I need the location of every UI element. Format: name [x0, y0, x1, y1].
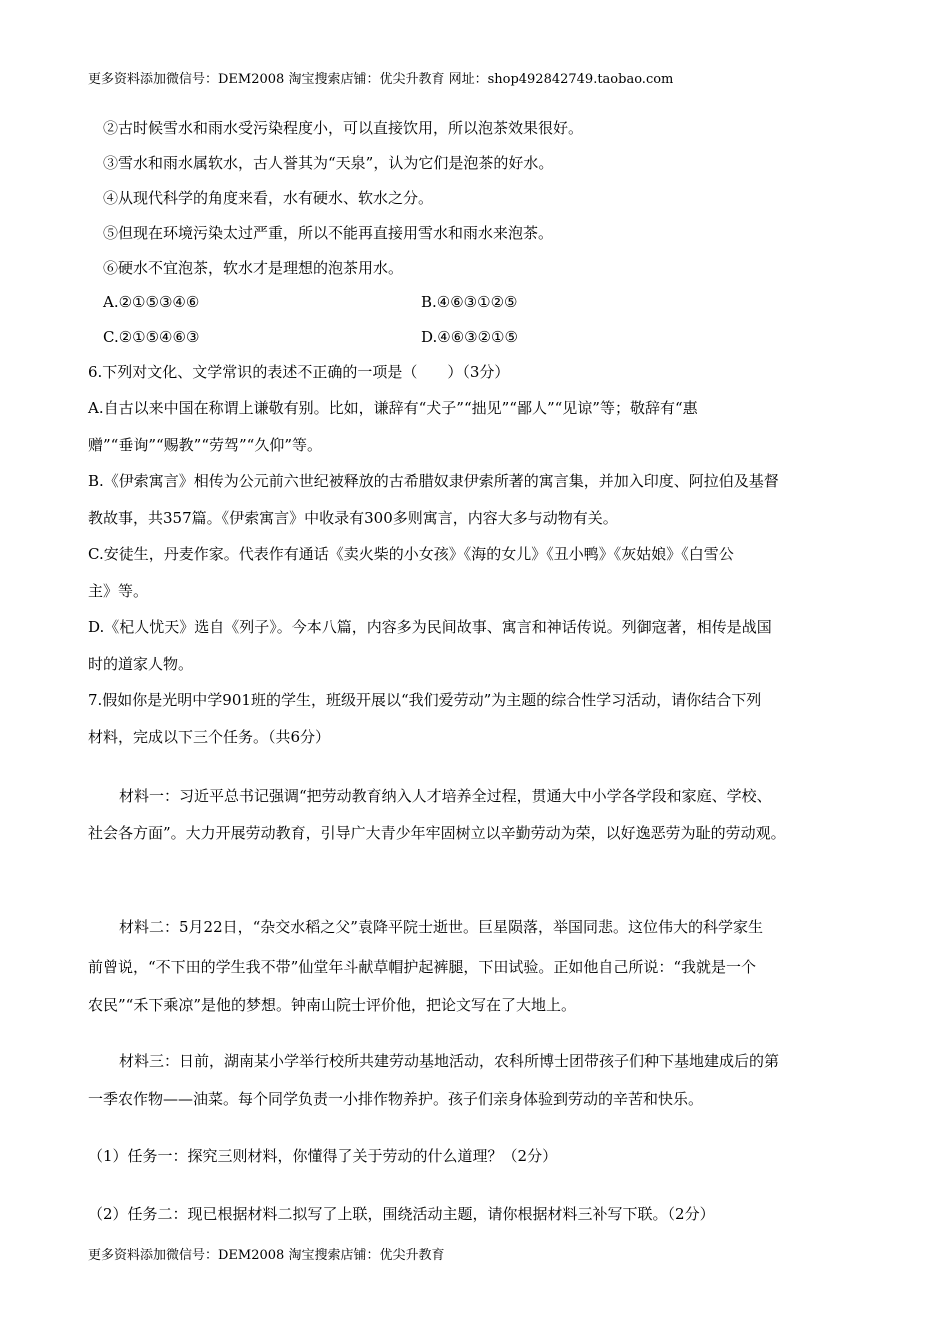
q5-item-3: ③雪水和雨水属软水，古人誉其为“天泉”，认为它们是泡茶的好水。	[103, 154, 554, 172]
q6-option-c-line1: C.安徒生，丹麦作家。代表作有通话《卖火柴的小女孩》《海的女儿》《丑小鸭》《灰姑娘》《白雪公	[88, 545, 734, 563]
page-header: 更多资料添加微信号：DEM2008 淘宝搜索店铺：优尖升教育 网址：shop492842749.taobao.com	[88, 72, 674, 87]
material-2-line2: 前曾说，“不下田的学生我不带”仙堂年斗献草帽护起裤腿，下田试验。正如他自己所说：“我就是一个	[88, 958, 757, 976]
q5-option-d: D.④⑥③②①⑤	[421, 328, 518, 346]
q6-option-b-line1: B.《伊索寓言》相传为公元前六世纪被释放的古希腊奴隶伊索所著的寓言集，并加入印度、阿拉伯及基督	[88, 472, 779, 490]
q5-item-4: ④从现代科学的角度来看，水有硬水、软水之分。	[103, 189, 434, 207]
q5-option-c: C.②①⑤④⑥③	[103, 328, 200, 346]
material-1-line2: 社会各方面”。大力开展劳动教育，引导广大青少年牢固树立以辛勤劳动为荣，以好逸恶劳为耻的劳动观。	[88, 824, 786, 842]
q6-option-a-line2: 赠”“垂询”“赐教”“劳驾”“久仰”等。	[88, 436, 323, 454]
q6-option-c-line2: 主》等。	[88, 582, 149, 600]
q5-item-5: ⑤但现在环境污染太过严重，所以不能再直接用雪水和雨水来泡茶。	[103, 224, 554, 242]
q5-item-2: ②古时候雪水和雨水受污染程度小，可以直接饮用，所以泡茶效果很好。	[103, 119, 584, 137]
material-2-line3: 农民”“禾下乘凉”是他的梦想。钟南山院士评价他，把论文写在了大地上。	[88, 996, 577, 1014]
task-1: （1）任务一：探究三则材料，你懂得了关于劳动的什么道理？（2分）	[88, 1147, 558, 1165]
q6-option-d-line2: 时的道家人物。	[88, 655, 194, 673]
q7-stem-line1: 7.假如你是光明中学901班的学生，班级开展以“我们爱劳动”为主题的综合性学习活动，请你结合下列	[88, 691, 762, 709]
page-footer: 更多资料添加微信号：DEM2008 淘宝搜索店铺：优尖升教育	[88, 1248, 445, 1263]
q6-option-b-line2: 教故事，共357篇。《伊索寓言》中收录有300多则寓言，内容大多与动物有关。	[88, 509, 618, 527]
q6-option-d-line1: D.《杞人忧天》选自《列子》。今本八篇，内容多为民间故事、寓言和神话传说。列御寇著，相传是战国	[88, 618, 772, 636]
q6-stem: 6.下列对文化、文学常识的表述不正确的一项是（ ）（3分）	[88, 363, 510, 381]
q6-option-a-line1: A.自古以来中国在称谓上谦敬有别。比如，谦辞有“犬子”“拙见”“鄙人”“见谅”等；敬辞有“惠	[88, 399, 698, 417]
q5-option-a: A.②①⑤③④⑥	[103, 293, 200, 311]
q5-option-b: B.④⑥③①②⑤	[421, 293, 518, 311]
material-1-line1: 材料一：习近平总书记强调“把劳动教育纳入人才培养全过程，贯通大中小学各学段和家庭、学校、	[119, 787, 772, 805]
material-2-line1: 材料二：5月22日，“杂交水稻之父”袁降平院士逝世。巨星陨落，举国同悲。这位伟大的科学家生	[119, 918, 763, 936]
material-3-line1: 材料三：日前，湖南某小学举行校所共建劳动基地活动，农科所博士团带孩子们种下基地建成后的第	[119, 1052, 780, 1070]
material-3-line2: 一季农作物——油菜。每个同学负责一小排作物养护。孩子们亲身体验到劳动的辛苦和快乐。	[88, 1090, 704, 1108]
task-2: （2）任务二：现已根据材料二拟写了上联，围绕活动主题，请你根据材料三补写下联。（2分）	[88, 1205, 715, 1223]
q7-stem-line2: 材料，完成以下三个任务。（共6分）	[88, 728, 331, 746]
q5-item-6: ⑥硬水不宜泡茶，软水才是理想的泡茶用水。	[103, 259, 404, 277]
